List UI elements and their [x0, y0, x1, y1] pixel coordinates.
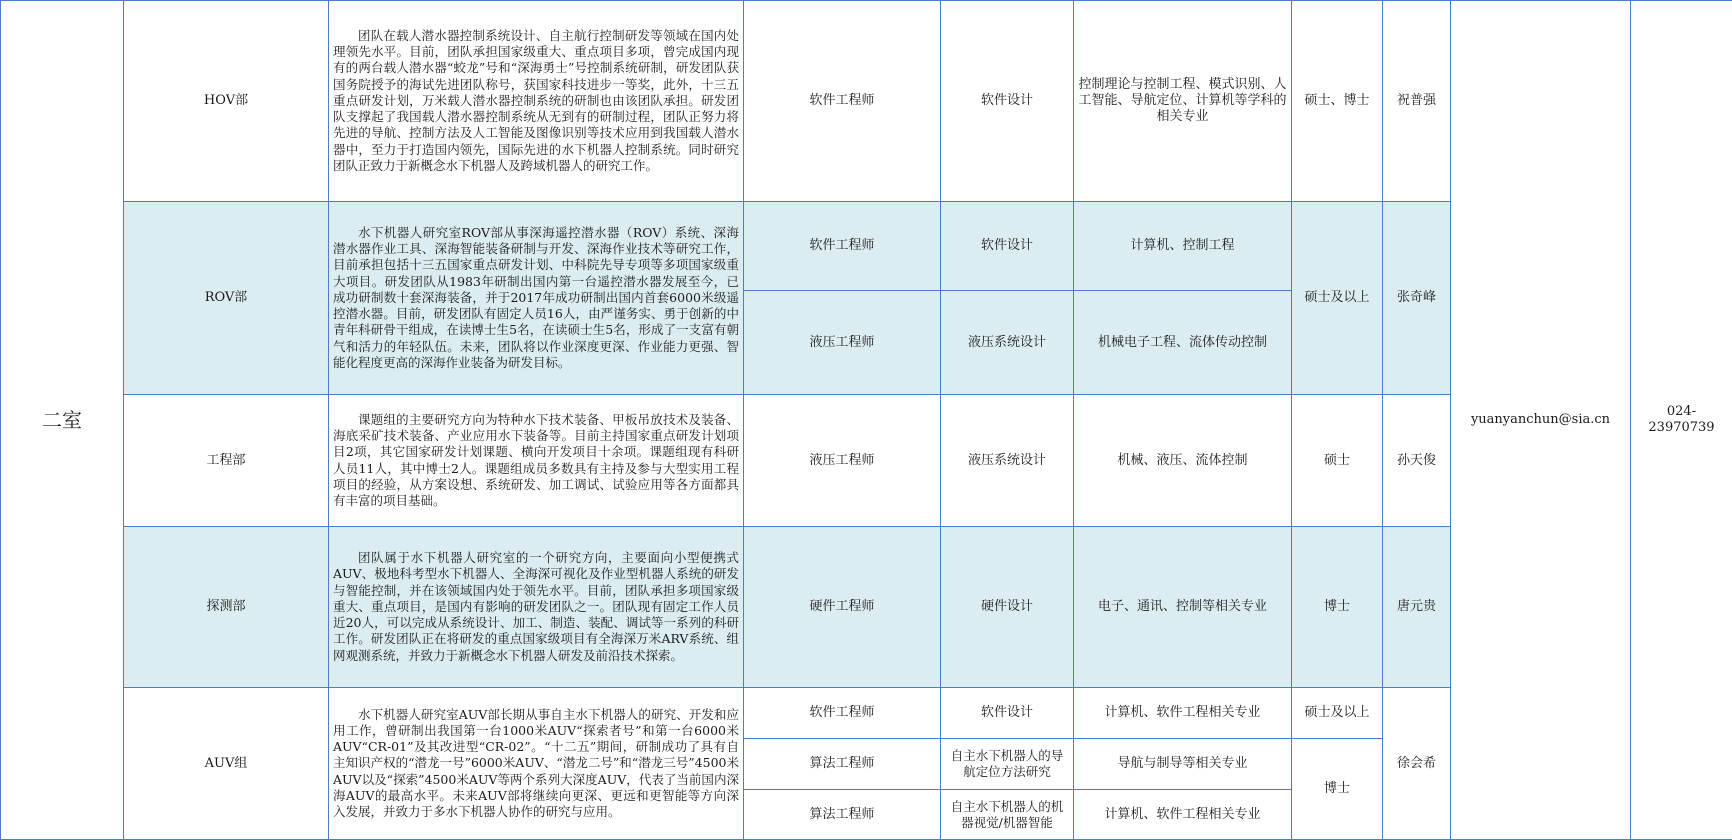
- degree-requirement: 硕士及以上: [1292, 688, 1383, 739]
- position-duty: 液压系统设计: [941, 291, 1074, 395]
- position-duty: 硬件设计: [941, 527, 1074, 688]
- contact-person: 祝普强: [1383, 1, 1451, 202]
- position-title: 软件工程师: [744, 1, 941, 202]
- contact-person: 张奇峰: [1383, 202, 1451, 395]
- degree-requirement: 硕士: [1292, 395, 1383, 527]
- contact-person: 徐会希: [1383, 688, 1451, 840]
- degree-requirement: 博士: [1292, 527, 1383, 688]
- contact-email: yuanyanchun@sia.cn: [1451, 1, 1631, 840]
- contact-phone: 024-23970739: [1631, 1, 1732, 840]
- position-duty: 液压系统设计: [941, 395, 1074, 527]
- department-description: 水下机器人研究室AUV部长期从事自主水下机器人的研究、开发和应用工作，曾研制出我国第一台1000米AUV“探索者号”和第一台6000米AUV“CR-01”及其改进型“CR-02”。“十二五”期间，研制成功了具有自主知识产权的“潜龙一号”6000米AUV、“潜龙二号”和“潜龙三号”4500米AUV以及“探索”4500米AUV等两个系列大深度AUV，代表了当前国内深海AUV的最高水平。未来AUV部将继续向更深、更远和更智能等方向深入发展，并致力于多水下机器人协作的研究与应用。: [329, 688, 744, 840]
- department-name: HOV部: [124, 1, 329, 202]
- position-title: 软件工程师: [744, 688, 941, 739]
- degree-requirement: 硕士、博士: [1292, 1, 1383, 202]
- position-title: 液压工程师: [744, 395, 941, 527]
- position-duty: 自主水下机器人的机器视觉/机器智能: [941, 790, 1074, 840]
- position-title: 算法工程师: [744, 790, 941, 840]
- department-description: 水下机器人研究室ROV部从事深海遥控潜水器（ROV）系统、深海潜水器作业工具、深海智能装备研制与开发、深海作业技术等研究工作，目前承担包括十三五国家重点研发计划、中科院先导专项等多项国家级重大项目。研发团队从1983年研制出国内第一台遥控潜水器发展至今，已成功研制数十套深海装备，并于2017年成功研制出国内首套6000米级遥控潜水器。目前，研发团队有固定人员16人，由严谨务实、勇于创新的中青年科研骨干组成，在读博士生5名，在读硕士生5名，形成了一支富有朝气和活力的年轻队伍。未来，团队将以作业深度更深、作业能力更强、智能化程度更高的深海作业装备为研发目标。: [329, 202, 744, 395]
- position-duty: 软件设计: [941, 1, 1074, 202]
- position-title: 算法工程师: [744, 739, 941, 790]
- position-duty: 软件设计: [941, 202, 1074, 291]
- position-major: 计算机、控制工程: [1074, 202, 1292, 291]
- department-description: 团队属于水下机器人研究室的一个研究方向，主要面向小型便携式AUV、极地科考型水下机器人、全海深可视化及作业型机器人系统的研发与智能控制，并在该领域国内处于领先水平。目前，团队承担多项国家级重大、重点项目，是国内有影响的研发团队之一。团队现有固定工作人员近20人，可以完成从系统设计、加工、制造、装配、调试等一系列的科研工作。研发团队正在将研发的重点国家级项目有全海深万米ARV系统、组网观测系统，并致力于新概念水下机器人研发及前沿技术探索。: [329, 527, 744, 688]
- degree-requirement: 硕士及以上: [1292, 202, 1383, 395]
- contact-person: 唐元贵: [1383, 527, 1451, 688]
- contact-person: 孙天俊: [1383, 395, 1451, 527]
- degree-requirement: 博士: [1292, 739, 1383, 840]
- position-duty: 软件设计: [941, 688, 1074, 739]
- position-duty: 自主水下机器人的导航定位方法研究: [941, 739, 1074, 790]
- position-major: 计算机、软件工程相关专业: [1074, 790, 1292, 840]
- position-major: 机械电子工程、流体传动控制: [1074, 291, 1292, 395]
- department-name: AUV组: [124, 688, 329, 840]
- position-major: 控制理论与控制工程、模式识别、人工智能、导航定位、计算机等学科的相关专业: [1074, 1, 1292, 202]
- position-title: 液压工程师: [744, 291, 941, 395]
- position-title: 软件工程师: [744, 202, 941, 291]
- table-row: [1, 1, 1732, 202]
- department-name: ROV部: [124, 202, 329, 395]
- position-title: 硬件工程师: [744, 527, 941, 688]
- department-description: 课题组的主要研究方向为特种水下技术装备、甲板吊放技术及装备、海底采矿技术装备、产业应用水下装备等。目前主持国家重点研发计划项目2项，其它国家研发计划课题、横向开发项目十余项。课题组现有科研人员11人，其中博士2人。课题组成员多数具有主持及参与大型实用工程项目的经验，从方案设想、系统研发、加工调试、试验应用等各方面都具有丰富的项目基础。: [329, 395, 744, 527]
- position-major: 机械、液压、流体控制: [1074, 395, 1292, 527]
- department-name: 探测部: [124, 527, 329, 688]
- department-name: 工程部: [124, 395, 329, 527]
- position-major: 电子、通讯、控制等相关专业: [1074, 527, 1292, 688]
- position-major: 导航与制导等相关专业: [1074, 739, 1292, 790]
- position-major: 计算机、软件工程相关专业: [1074, 688, 1292, 739]
- room-cell: 二室: [1, 1, 124, 840]
- department-description: 团队在载人潜水器控制系统设计、自主航行控制研发等领域在国内处理领先水平。目前，团队承担国家级重大、重点项目多项，曾完成国内现有的两台载人潜水器“蛟龙”号和“深海勇士”号控制系统研制，研发团队获国务院授予的海试先进团队称号，获国家科技进步一等奖，此外，十三五重点研发计划，万米载人潜水器控制系统的研制也由该团队承担。研发团队支撑起了我国载人潜水器控制系统从无到有的研制过程，团队正努力将先进的导航、控制方法及人工智能及图像识别等技术应用到我国载人潜水器中，至力于打造国内领先，国际先进的水下机器人控制系统。同时研究团队正致力于新概念水下机器人及跨域机器人的研究工作。: [329, 1, 744, 202]
